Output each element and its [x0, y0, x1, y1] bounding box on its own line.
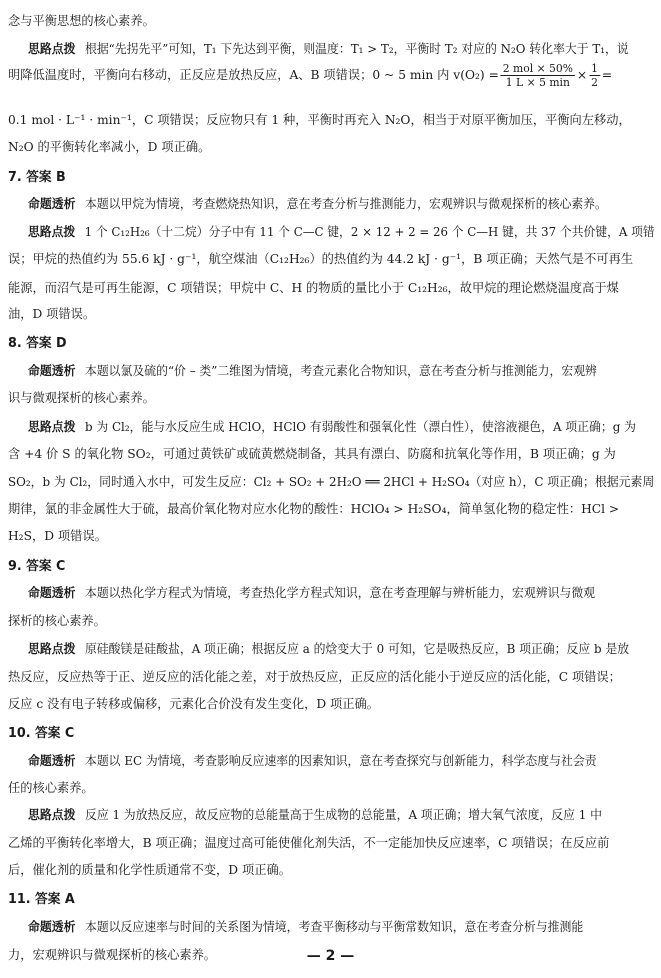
section-label: 思路点拨: [28, 41, 76, 56]
fraction-1-denominator: 1 L × 5 min: [505, 76, 570, 89]
line-text: 7. 答案 B: [8, 170, 66, 185]
line-text: 8. 答案 D: [8, 336, 67, 351]
line-text: 误；甲烷的热值约为 55.6 kJ · g⁻¹，航空煤油（C₁₂H₂₆）的热值约为 44.2 kJ · g⁻¹，B 项正确；天然气是不可再生: [8, 251, 634, 266]
text-line-l30: [8, 834, 655, 852]
text-line-l16: [8, 445, 655, 463]
text-line-l11: [8, 305, 655, 323]
text-line-l13: [28, 362, 655, 380]
equals-sign: =: [601, 67, 613, 82]
line-text: 含 +4 价 S 的氧化物 SO₂，可通过黄铁矿或硫黄燃烧制备，其具有漂白、防腐和抗氧化等作用，B 项正确；g 为: [8, 446, 616, 461]
text-line-l20: [8, 557, 655, 576]
section-label: 思路点拨: [28, 641, 76, 656]
text-line-l4: [8, 111, 655, 129]
line-text: 本题以氯及硫的“价 – 类”二维图为情境，考查元素化合物知识，意在考查分析与推测能力，宏观辨: [84, 363, 597, 378]
text-line-l1: [8, 12, 655, 30]
text-line-l22: [8, 612, 655, 630]
text-line-l26: [8, 724, 655, 743]
line-text: 10. 答案 C: [8, 726, 75, 741]
line-text: 乙烯的平衡转化率增大，B 项正确；温度过高可能使催化剂失活，不一定能加快反应速率，C 项错误；在反应前: [8, 835, 610, 850]
line-text: b 为 Cl₂，能与水反应生成 HClO，HClO 有弱酸性和强氧化性（漂白性），使溶液褪色，A 项正确；g 为: [84, 419, 636, 434]
line-text: 能源，而沼气是可再生能源，C 项错误；甲烷中 C、H 的物质的量比小于 C₁₂H₂₆，故甲烷的理论燃烧温度高于煤: [8, 280, 619, 295]
text-line-l17: [8, 473, 655, 491]
line-text: 本题以热化学方程式为情境，考查热化学方程式知识，意在考查理解与辨析能力，宏观辨识与微观: [84, 585, 596, 600]
line-text: 任的核心素养。: [8, 780, 94, 795]
line-text: 识与微观探析的核心素养。: [8, 390, 155, 405]
text-line-l31: [8, 861, 655, 879]
text-line-l6: [8, 168, 655, 187]
text-line-l19: [8, 527, 655, 545]
line-text: 反应 c 没有电子转移或偏移，元素化合价没有发生变化，D 项正确。: [8, 696, 379, 711]
section-label: 命题透析: [28, 753, 76, 768]
text-line-l32: [8, 890, 655, 909]
section-label: 思路点拨: [28, 807, 76, 822]
text-line-l25: [8, 695, 655, 713]
fraction-2: [589, 62, 600, 89]
line-text: 热反应，反应热等于正、逆反应的活化能之差，对于放热反应，正反应的活化能小于逆反应的活化能，C 项错误；: [8, 669, 621, 684]
line-text: 11. 答案 A: [8, 892, 75, 907]
line-text: SO₂，b 为 Cl₂，同时通入水中，可发生反应：Cl₂ + SO₂ + 2H₂O ══ 2HCl + H₂SO₄（对应 h），C 项正确；根据元素周: [8, 474, 655, 489]
line-text: H₂S，D 项错误。: [8, 528, 107, 543]
line-text: 本题以反应速率与时间的关系图为情境，考查平衡移动与平衡常数知识，意在考查分析与推测能: [84, 919, 584, 934]
section-label: 思路点拨: [28, 224, 76, 239]
text-line-l5: [8, 138, 655, 156]
line-text: N₂O 的平衡转化率减小，D 项正确。: [8, 139, 211, 154]
text-line-l24: [8, 668, 655, 686]
page-number: — 2 —: [306, 948, 355, 964]
fraction-2-numerator: 1: [591, 62, 598, 75]
text-line-l8: [28, 223, 655, 241]
line-text: 本题以甲烷为情境，考查燃烧热知识，意在考查分析与推测能力，宏观辨识与微观探析的核心素养。: [84, 196, 607, 211]
section-label: 命题透析: [28, 196, 76, 211]
line-text: 根据“先拐先平”可知，T₁ 下先达到平衡，则温度：T₁ > T₂，平衡时 T₂ 对应的 N₂O 转化率大于 T₁，说: [84, 41, 629, 56]
line-text: 反应 1 为放热反应，故反应物的总能量高于生成物的总能量，A 项正确；增大氧气浓度，反应 1 中: [84, 807, 602, 822]
text-line-l3: [8, 62, 655, 89]
text-line-l28: [8, 779, 655, 797]
line-text: 0.1 mol · L⁻¹ · min⁻¹，C 项错误；反应物只有 1 种，平衡时再充入 N₂O，相当于对原平衡加压，平衡向左移动，: [8, 112, 631, 127]
line-text: 原硅酸镁是硅酸盐，A 项正确；根据反应 a 的焓变大于 0 可知，它是吸热反应，B 项正确；反应 b 是放: [84, 641, 630, 656]
section-label: 思路点拨: [28, 419, 76, 434]
text-line-l27: [28, 752, 655, 770]
text-line-l33: [28, 918, 655, 936]
section-label: 命题透析: [28, 919, 76, 934]
line-text: 探析的核心素养。: [8, 613, 106, 628]
text-line-l9: [8, 250, 655, 268]
line-text: 后，催化剂的质量和化学性质通常不变，D 项正确。: [8, 862, 291, 877]
text-line-l2: [28, 40, 655, 58]
section-label: 命题透析: [28, 585, 76, 600]
line-text: 明降低温度时，平衡向右移动，正反应是放热反应，A、B 项错误；0 ~ 5 min 内 v(O₂) =: [8, 67, 499, 82]
text-line-l12: [8, 334, 655, 353]
fraction-2-denominator: 2: [591, 76, 598, 89]
line-text: 力，宏观辨识与微观探析的核心素养。: [8, 947, 217, 962]
fraction-1-numerator: 2 mol × 50%: [502, 62, 573, 75]
text-line-l10: [8, 279, 655, 297]
text-line-l7: [28, 195, 655, 213]
line-text: 1 个 C₁₂H₂₆（十二烷）分子中有 11 个 C—C 键，2 × 12 + 2 = 26 个 C—H 键，共 37 个共价键，A 项错: [84, 224, 655, 239]
text-line-l15: [28, 418, 655, 436]
text-line-l23: [28, 640, 655, 658]
text-line-l21: [28, 584, 655, 602]
line-text: 期律，氯的非金属性大于硫，最高价氧化物对应水化物的酸性：HClO₄ > H₂SO₄，简单氢化物的稳定性：HCl >: [8, 501, 620, 516]
fraction-1: [501, 62, 575, 89]
section-label: 命题透析: [28, 363, 76, 378]
line-text: 油，D 项错误。: [8, 306, 96, 321]
text-line-l18: [8, 500, 655, 518]
line-text: 念与平衡思想的核心素养。: [8, 13, 155, 28]
text-line-l29: [28, 806, 655, 824]
times-sign: ×: [576, 67, 588, 82]
line-text: 本题以 EC 为情境，考查影响反应速率的因素知识，意在考查探究与创新能力，科学态度与社会责: [84, 753, 597, 768]
line-text: 9. 答案 C: [8, 559, 66, 574]
text-line-l14: [8, 389, 655, 407]
